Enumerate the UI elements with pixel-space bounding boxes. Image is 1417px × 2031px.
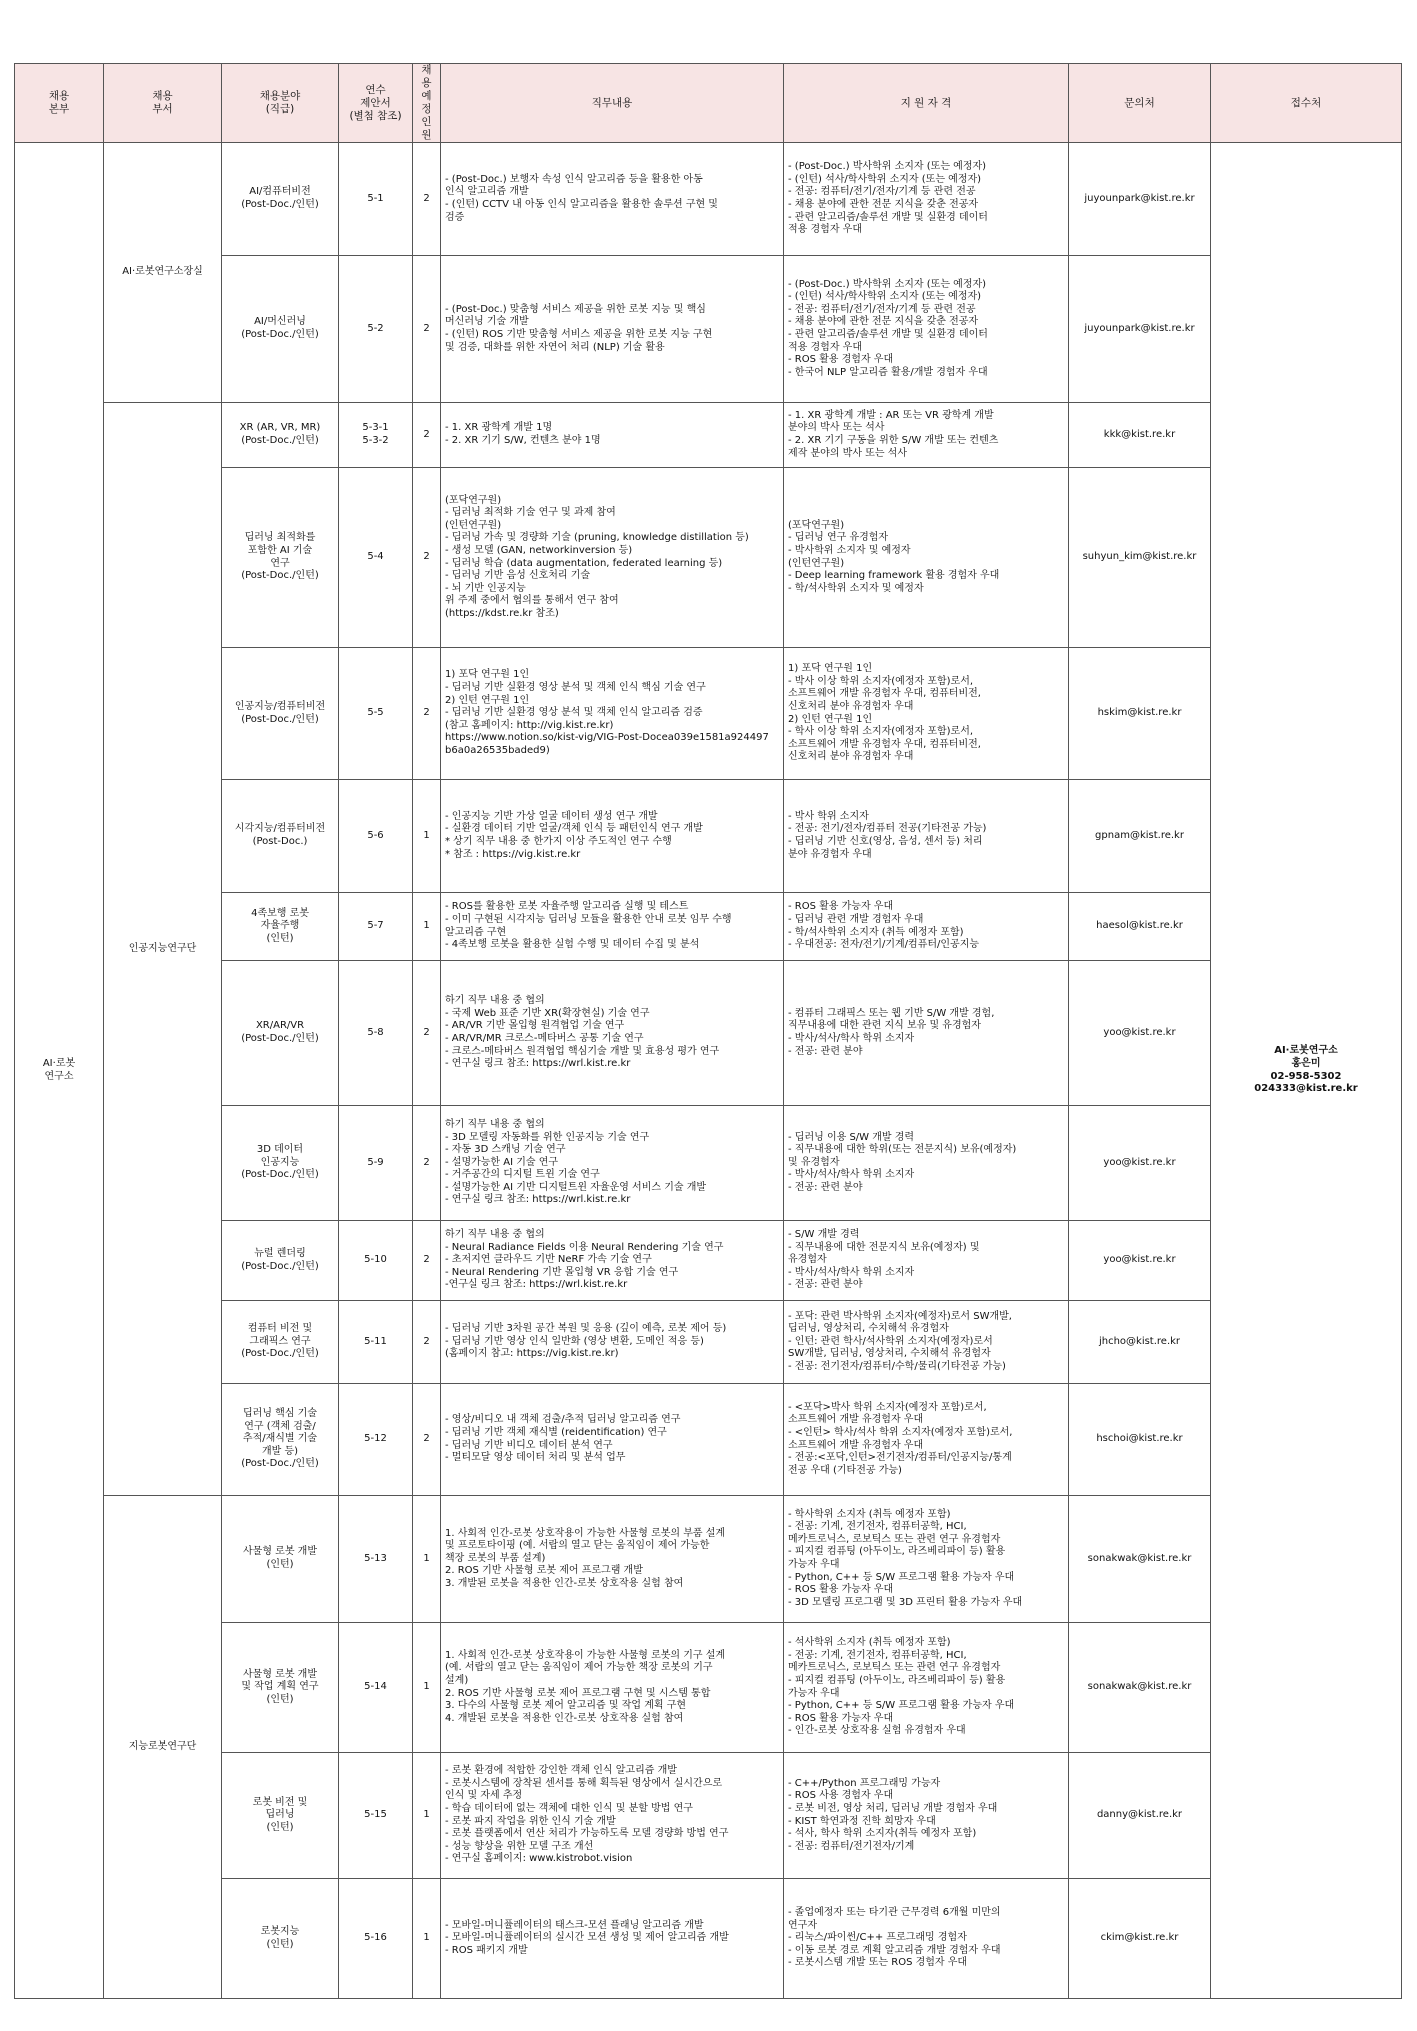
code-cell: 5-14: [339, 1623, 413, 1753]
header-field: 채용분야 (직급): [222, 64, 339, 143]
count-cell: 2: [413, 256, 441, 403]
qualification-cell: - 석사학위 소지자 (취득 예정자 포함) - 전공: 기계, 전기전자, 컴퓨터공학, HCI, 메카트로닉스, 로보틱스 또는 관련 연구 유경험자 - 피지컬 컴퓨팅 (아두이노, 라즈베리파이 등) 활용 가능자 우대 - Python, C++ 등 S/W 프로그램 활용 가능자 우대 - ROS 활용 가능자 우대 - 인간-로봇 상호작용 실험 유경험자 우대: [784, 1623, 1069, 1753]
qualification-cell: - 졸업예정자 또는 타기관 근무경력 6개월 미만의 연구자 - 리눅스/파이썬/C++ 프로그래밍 경험자 - 이동 로봇 경로 계획 알고리즘 개발 경험자 우대 - 로봇시스템 개발 또는 ROS 경험자 우대: [784, 1879, 1069, 1999]
header-qualification: 지 원 자 격: [784, 64, 1069, 143]
count-cell: 2: [413, 468, 441, 648]
table-row: [15, 403, 1402, 468]
header-receipt: 접수처: [1211, 64, 1402, 143]
qualification-cell: 1) 포닥 연구원 1인 - 박사 이상 학위 소지자(예정자 포함)로서, 소프트웨어 개발 유경험자 우대, 컴퓨터비전, 신호처리 분야 유경험자 우대 2) 인턴 연구원 1인 - 학사 이상 학위 소지자(예정자 포함)로서, 소프트웨어 개발 유경험자 우대, 컴퓨터비전, 신호처리 분야 유경험자 우대: [784, 648, 1069, 780]
qualification-cell: (포닥연구원) - 딥러닝 연구 유경험자 - 박사학위 소지자 및 예정자 (인턴연구원) - Deep learning framework 활용 경험자 우대 - 학/석사학위 소지자 및 예정자: [784, 468, 1069, 648]
code-cell: 5-5: [339, 648, 413, 780]
field-cell: XR/AR/VR (Post-Doc./인턴): [222, 961, 339, 1106]
contact-email[interactable]: hschoi@kist.re.kr: [1069, 1384, 1211, 1496]
field-cell: 로봇지능 (인턴): [222, 1879, 339, 1999]
duty-cell: 하기 직무 내용 중 협의 - 3D 모델링 자동화를 위한 인공지능 기술 연구 - 자동 3D 스캐닝 기술 연구 - 설명가능한 AI 기술 연구 - 거주공간의 디지털 트윈 기술 연구 - 설명가능한 AI 기반 디지털트윈 자율운영 서비스 기술 개발 - 연구실 링크 참조: https://wrl.kist.re.kr: [441, 1106, 784, 1221]
code-cell: 5-12: [339, 1384, 413, 1496]
field-cell: 4족보행 로봇 자율주행 (인턴): [222, 893, 339, 961]
qualification-cell: - <포닥>박사 학위 소지자(예정자 포함)로서, 소프트웨어 개발 유경험자 우대 - <인턴> 학사/석사 학위 소지자(예정자 포함)로서, 소프트웨어 개발 유경험자 우대 - 전공:<포닥,인턴>전기전자/컴퓨터/인공지능/통계 전공 우대 (기타전공 가능): [784, 1384, 1069, 1496]
qualification-cell: - ROS 활용 가능자 우대 - 딥러닝 관련 개발 경험자 우대 - 학/석사학위 소지자 (취득 예정자 포함) - 우대전공: 전자/전기/기계/컴퓨터/인공지능: [784, 893, 1069, 961]
contact-email[interactable]: juyounpark@kist.re.kr: [1069, 256, 1211, 403]
code-cell: 5-2: [339, 256, 413, 403]
contact-email[interactable]: gpnam@kist.re.kr: [1069, 780, 1211, 893]
count-cell: 1: [413, 780, 441, 893]
qualification-cell: - 컴퓨터 그래픽스 또는 웹 기반 S/W 개발 경험, 직무내용에 대한 관련 지식 보유 및 유경험자 - 박사/석사/학사 학위 소지자 - 전공: 관련 분야: [784, 961, 1069, 1106]
count-cell: 1: [413, 893, 441, 961]
count-cell: 2: [413, 961, 441, 1106]
field-cell: XR (AR, VR, MR) (Post-Doc./인턴): [222, 403, 339, 468]
duty-cell: 1. 사회적 인간-로봇 상호작용이 가능한 사물형 로봇의 기구 설계 (예. 서랍의 열고 닫는 움직임이 제어 가능한 책장 로봇의 기구 설계) 2. ROS 기반 사물형 로봇 제어 프로그램 구현 및 시스템 통합 3. 다수의 사물형 로봇 제어 알고리즘 및 작업 계획 구현 4. 개발된 로봇을 적용한 인간-로봇 상호작용 실험 참여: [441, 1623, 784, 1753]
department-cell: 지능로봇연구단: [104, 1496, 222, 1999]
contact-email[interactable]: yoo@kist.re.kr: [1069, 1106, 1211, 1221]
duty-cell: 하기 직무 내용 중 협의 - 국제 Web 표준 기반 XR(확장현실) 기술 연구 - AR/VR 기반 몰입형 원격협업 기술 연구 - AR/VR/MR 크로스-메타버스 공통 기술 연구 - 크로스-메타버스 원격협업 핵심기술 개발 및 효용성 평가 연구 - 연구실 링크 참조: https://wrl.kist.re.kr: [441, 961, 784, 1106]
code-cell: 5-8: [339, 961, 413, 1106]
field-cell: 컴퓨터 비전 및 그래픽스 연구 (Post-Doc./인턴): [222, 1301, 339, 1384]
contact-email[interactable]: yoo@kist.re.kr: [1069, 961, 1211, 1106]
recruitment-table: [14, 63, 1402, 1999]
table-row: [15, 143, 1402, 256]
count-cell: 1: [413, 1623, 441, 1753]
code-cell: 5-3-1 5-3-2: [339, 403, 413, 468]
count-cell: 2: [413, 1384, 441, 1496]
table-row: [15, 1221, 1402, 1301]
contact-email[interactable]: yoo@kist.re.kr: [1069, 1221, 1211, 1301]
contact-email[interactable]: kkk@kist.re.kr: [1069, 403, 1211, 468]
contact-email[interactable]: sonakwak@kist.re.kr: [1069, 1496, 1211, 1623]
table-row: [15, 893, 1402, 961]
count-cell: 2: [413, 648, 441, 780]
count-cell: 1: [413, 1496, 441, 1623]
qualification-cell: - (Post-Doc.) 박사학위 소지자 (또는 예정자) - (인턴) 석사/학사학위 소지자 (또는 예정자) - 전공: 컴퓨터/전기/전자/기계 등 관련 전공 - 채용 분야에 관한 전문 지식을 갖춘 전공자 - 관련 알고리즘/솔루션 개발 및 실환경 데이터 적용 경험자 우대 - ROS 활용 경험자 우대 - 한국어 NLP 알고리즘 활용/개발 경험자 우대: [784, 256, 1069, 403]
duty-cell: - 로봇 환경에 적합한 강인한 객체 인식 알고리즘 개발 - 로봇시스템에 장착된 센서를 통해 획득된 영상에서 실시간으로 인식 및 자세 추정 - 학습 데이터에 없는 객체에 대한 인식 및 분할 방법 연구 - 로봇 파지 작업을 위한 인식 기술 개발 - 로봇 플랫폼에서 연산 처리가 가능하도록 모델 경량화 방법 연구 - 성능 향상을 위한 모델 구조 개선 - 연구실 홈페이지: www.kistrobot.vision: [441, 1753, 784, 1879]
code-cell: 5-9: [339, 1106, 413, 1221]
count-cell: 2: [413, 1106, 441, 1221]
code-cell: 5-4: [339, 468, 413, 648]
code-cell: 5-1: [339, 143, 413, 256]
count-cell: 2: [413, 1301, 441, 1384]
header-department: 채용 부서: [104, 64, 222, 143]
field-cell: 3D 데이터 인공지능 (Post-Doc./인턴): [222, 1106, 339, 1221]
duty-cell: 1. 사회적 인간-로봇 상호작용이 가능한 사물형 로봇의 부품 설계 및 프로토타이핑 (예. 서랍의 열고 닫는 움직임이 제어 가능한 책장 로봇의 부품 설계) 2. ROS 기반 사물형 로봇 제어 프로그램 개발 3. 개발된 로봇을 적용한 인간-로봇 상호작용 실험 참여: [441, 1496, 784, 1623]
table-row: [15, 1496, 1402, 1623]
duty-cell: 1) 포닥 연구원 1인 - 딥러닝 기반 실환경 영상 분석 및 객체 인식 핵심 기술 연구 2) 인턴 연구원 1인 - 딥러닝 기반 실환경 영상 분석 및 객체 인식 알고리즘 검증 (참고 홈페이지: http://vig.kist.re.kr) https://www.notion.so/kist-vig/VIG-Post-Docea039e1581a924497 b6a0a26535baded9): [441, 648, 784, 780]
table-row: [15, 648, 1402, 780]
field-cell: 시각지능/컴퓨터비전 (Post-Doc.): [222, 780, 339, 893]
table-row: [15, 1623, 1402, 1753]
duty-cell: - 영상/비디오 내 객체 검출/추적 딥러닝 알고리즘 연구 - 딥러닝 기반 객체 재식별 (reidentification) 연구 - 딥러닝 기반 비디오 데이터 분석 연구 - 멀티모달 영상 데이터 처리 및 분석 업무: [441, 1384, 784, 1496]
field-cell: 로봇 비전 및 딥러닝 (인턴): [222, 1753, 339, 1879]
count-cell: 2: [413, 143, 441, 256]
code-cell: 5-15: [339, 1753, 413, 1879]
duty-cell: 하기 직무 내용 중 협의 - Neural Radiance Fields 이용 Neural Rendering 기술 연구 - 초저지연 클라우드 기반 NeRF 가속 기술 연구 - Neural Rendering 기반 몰입형 VR 응합 기술 연구 -연구실 링크 참조: https://wrl.kist.re.kr: [441, 1221, 784, 1301]
count-cell: 1: [413, 1879, 441, 1999]
header-duty: 직무내용: [441, 64, 784, 143]
header-proposal: 연수 제안서 (별첨 참조): [339, 64, 413, 143]
table-row: [15, 1301, 1402, 1384]
code-cell: 5-11: [339, 1301, 413, 1384]
duty-cell: (포닥연구원) - 딥러닝 최적화 기술 연구 및 과제 참여 (인턴연구원) - 딥러닝 가속 및 경량화 기술 (pruning, knowledge distillation 등) - 생성 모델 (GAN, networkinversion 등) - 딥러닝 학습 (data augmentation, federated learning 등) - 딥러닝 기반 음성 신호처리 기술 - 뇌 기반 인공지능 위 주제 중에서 협의를 통해서 연구 참여 (https://kdst.re.kr 참조): [441, 468, 784, 648]
code-cell: 5-6: [339, 780, 413, 893]
contact-email[interactable]: juyounpark@kist.re.kr: [1069, 143, 1211, 256]
code-cell: 5-10: [339, 1221, 413, 1301]
duty-cell: - (Post-Doc.) 맞춤형 서비스 제공을 위한 로봇 지능 및 핵심 머신러닝 기술 개발 - (인턴) ROS 기반 맞춤형 서비스 제공을 위한 로봇 지능 구현 및 검증, 대화를 위한 자연어 처리 (NLP) 기술 활용: [441, 256, 784, 403]
table-row: [15, 1879, 1402, 1999]
field-cell: 뉴럴 렌더링 (Post-Doc./인턴): [222, 1221, 339, 1301]
field-cell: AI/머신러닝 (Post-Doc./인턴): [222, 256, 339, 403]
code-cell: 5-7: [339, 893, 413, 961]
duty-cell: - 모바일-머니퓰레이터의 태스크-모션 플래닝 알고리즘 개발 - 모바일-머니퓰레이터의 실시간 모션 생성 및 제어 알고리즘 개발 - ROS 패키지 개발: [441, 1879, 784, 1999]
table-row: [15, 1106, 1402, 1221]
division-cell: AI·로봇 연구소: [15, 143, 104, 1999]
header-row: [15, 64, 1402, 143]
qualification-cell: - (Post-Doc.) 박사학위 소지자 (또는 예정자) - (인턴) 석사/학사학위 소지자 (또는 예정자) - 전공: 컴퓨터/전기/전자/기계 등 관련 전공 - 채용 분야에 관한 전문 지식을 갖춘 전공자 - 관련 알고리즘/솔루션 개발 및 실환경 데이터 적용 경험자 우대: [784, 143, 1069, 256]
code-cell: 5-16: [339, 1879, 413, 1999]
field-cell: AI/컴퓨터비전 (Post-Doc./인턴): [222, 143, 339, 256]
field-cell: 딥러닝 최적화를 포함한 AI 기술 연구 (Post-Doc./인턴): [222, 468, 339, 648]
field-cell: 인공지능/컴퓨터비전 (Post-Doc./인턴): [222, 648, 339, 780]
count-cell: 2: [413, 1221, 441, 1301]
qualification-cell: - 1. XR 광학계 개발 : AR 또는 VR 광학계 개발 분야의 박사 또는 석사 - 2. XR 기기 구동을 위한 S/W 개발 또는 컨텐츠 제작 분야의 박사 또는 석사: [784, 403, 1069, 468]
contact-email[interactable]: suhyun_kim@kist.re.kr: [1069, 468, 1211, 648]
header-division: 채용 본부: [15, 64, 104, 143]
table-row: [15, 468, 1402, 648]
table-row: [15, 961, 1402, 1106]
field-cell: 딥러닝 핵심 기술 연구 (객체 검출/ 추적/재식별 기술 개발 등) (Post-Doc./인턴): [222, 1384, 339, 1496]
field-cell: 사물형 로봇 개발 (인턴): [222, 1496, 339, 1623]
qualification-cell: - 포닥: 관련 박사학위 소지자(예정자)로서 SW개발, 딥러닝, 영상처리, 수치해석 유경험자 - 인턴: 관련 학사/석사학위 소지자(예정자)로서 SW개발, 딥러닝, 영상처리, 수치해석 유경험자 - 전공: 전기전자/컴퓨터/수학/물리(기타전공 가능): [784, 1301, 1069, 1384]
field-cell: 사물형 로봇 개발 및 작업 계획 연구 (인턴): [222, 1623, 339, 1753]
duty-cell: - (Post-Doc.) 보행자 속성 인식 알고리즘 등을 활용한 아동 인식 알고리즘 개발 - (인턴) CCTV 내 아동 인식 알고리즘을 활용한 솔루션 구현 및 검증: [441, 143, 784, 256]
department-cell: AI·로봇연구소장실: [104, 143, 222, 403]
count-cell: 1: [413, 1753, 441, 1879]
contact-email[interactable]: ckim@kist.re.kr: [1069, 1879, 1211, 1999]
contact-email[interactable]: hskim@kist.re.kr: [1069, 648, 1211, 780]
qualification-cell: - C++/Python 프로그래밍 가능자 - ROS 사용 경험자 우대 - 로봇 비전, 영상 처리, 딥러닝 개발 경험자 우대 - KIST 학연과정 진학 희망자 우대 - 석사, 학사 학위 소지자(취득 예정자 포함) - 전공: 컴퓨터/전기전자/기계: [784, 1753, 1069, 1879]
contact-email[interactable]: danny@kist.re.kr: [1069, 1753, 1211, 1879]
table-row: [15, 1753, 1402, 1879]
contact-email[interactable]: jhcho@kist.re.kr: [1069, 1301, 1211, 1384]
qualification-cell: - 박사 학위 소지자 - 전공: 전기/전자/컴퓨터 전공(기타전공 가능) - 딥러닝 기반 신호(영상, 음성, 센서 등) 처리 분야 유경험자 우대: [784, 780, 1069, 893]
contact-email[interactable]: haesol@kist.re.kr: [1069, 893, 1211, 961]
qualification-cell: - 학사학위 소지자 (취득 예정자 포함) - 전공: 기계, 전기전자, 컴퓨터공학, HCI, 메카트로닉스, 로보틱스 또는 관련 연구 유경험자 - 피지컬 컴퓨팅 (아두이노, 라즈베리파이 등) 활용 가능자 우대 - Python, C++ 등 S/W 프로그램 활용 가능자 우대 - ROS 활용 가능자 우대 - 3D 모델링 프로그램 및 3D 프린터 활용 가능자 우대: [784, 1496, 1069, 1623]
qualification-cell: - S/W 개발 경력 - 직무내용에 대한 전문지식 보유(예정자) 및 유경험자 - 박사/석사/학사 학위 소지자 - 전공: 관련 분야: [784, 1221, 1069, 1301]
table-row: [15, 256, 1402, 403]
table-row: [15, 1384, 1402, 1496]
duty-cell: - 인공지능 기반 가상 얼굴 데이터 생성 연구 개발 - 실환경 데이터 기반 얼굴/객체 인식 등 패턴인식 연구 개발 * 상기 직무 내용 중 한가지 이상 주도적인 연구 수행 * 참조 : https://vig.kist.re.kr: [441, 780, 784, 893]
header-count: 채용 예정 인원: [413, 64, 441, 143]
duty-cell: - 1. XR 광학계 개발 1명 - 2. XR 기기 S/W, 컨텐츠 분야 1명: [441, 403, 784, 468]
duty-cell: - ROS를 활용한 로봇 자율주행 알고리즘 실행 및 테스트 - 이미 구현된 시각지능 딥러닝 모듈을 활용한 안내 로봇 임무 수행 알고리즘 구현 - 4족보행 로봇을 활용한 실험 수행 및 데이터 수집 및 분석: [441, 893, 784, 961]
qualification-cell: - 딥러닝 이용 S/W 개발 경력 - 직무내용에 대한 학위(또는 전문지식) 보유(예정자) 및 유경험자 - 박사/석사/학사 학위 소지자 - 전공: 관련 분야: [784, 1106, 1069, 1221]
table-row: [15, 780, 1402, 893]
contact-email[interactable]: sonakwak@kist.re.kr: [1069, 1623, 1211, 1753]
code-cell: 5-13: [339, 1496, 413, 1623]
receipt-cell: AI·로봇연구소 홍은미 02-958-5302 024333@kist.re.kr: [1211, 143, 1402, 1999]
header-contact: 문의처: [1069, 64, 1211, 143]
duty-cell: - 딥러닝 기반 3차원 공간 복원 및 응용 (깊이 예측, 로봇 제어 등) - 딥러닝 기반 영상 인식 일반화 (영상 변환, 도메인 적응 등) (홈페이지 참고: https://vig.kist.re.kr): [441, 1301, 784, 1384]
department-cell: 인공지능연구단: [104, 403, 222, 1496]
count-cell: 2: [413, 403, 441, 468]
